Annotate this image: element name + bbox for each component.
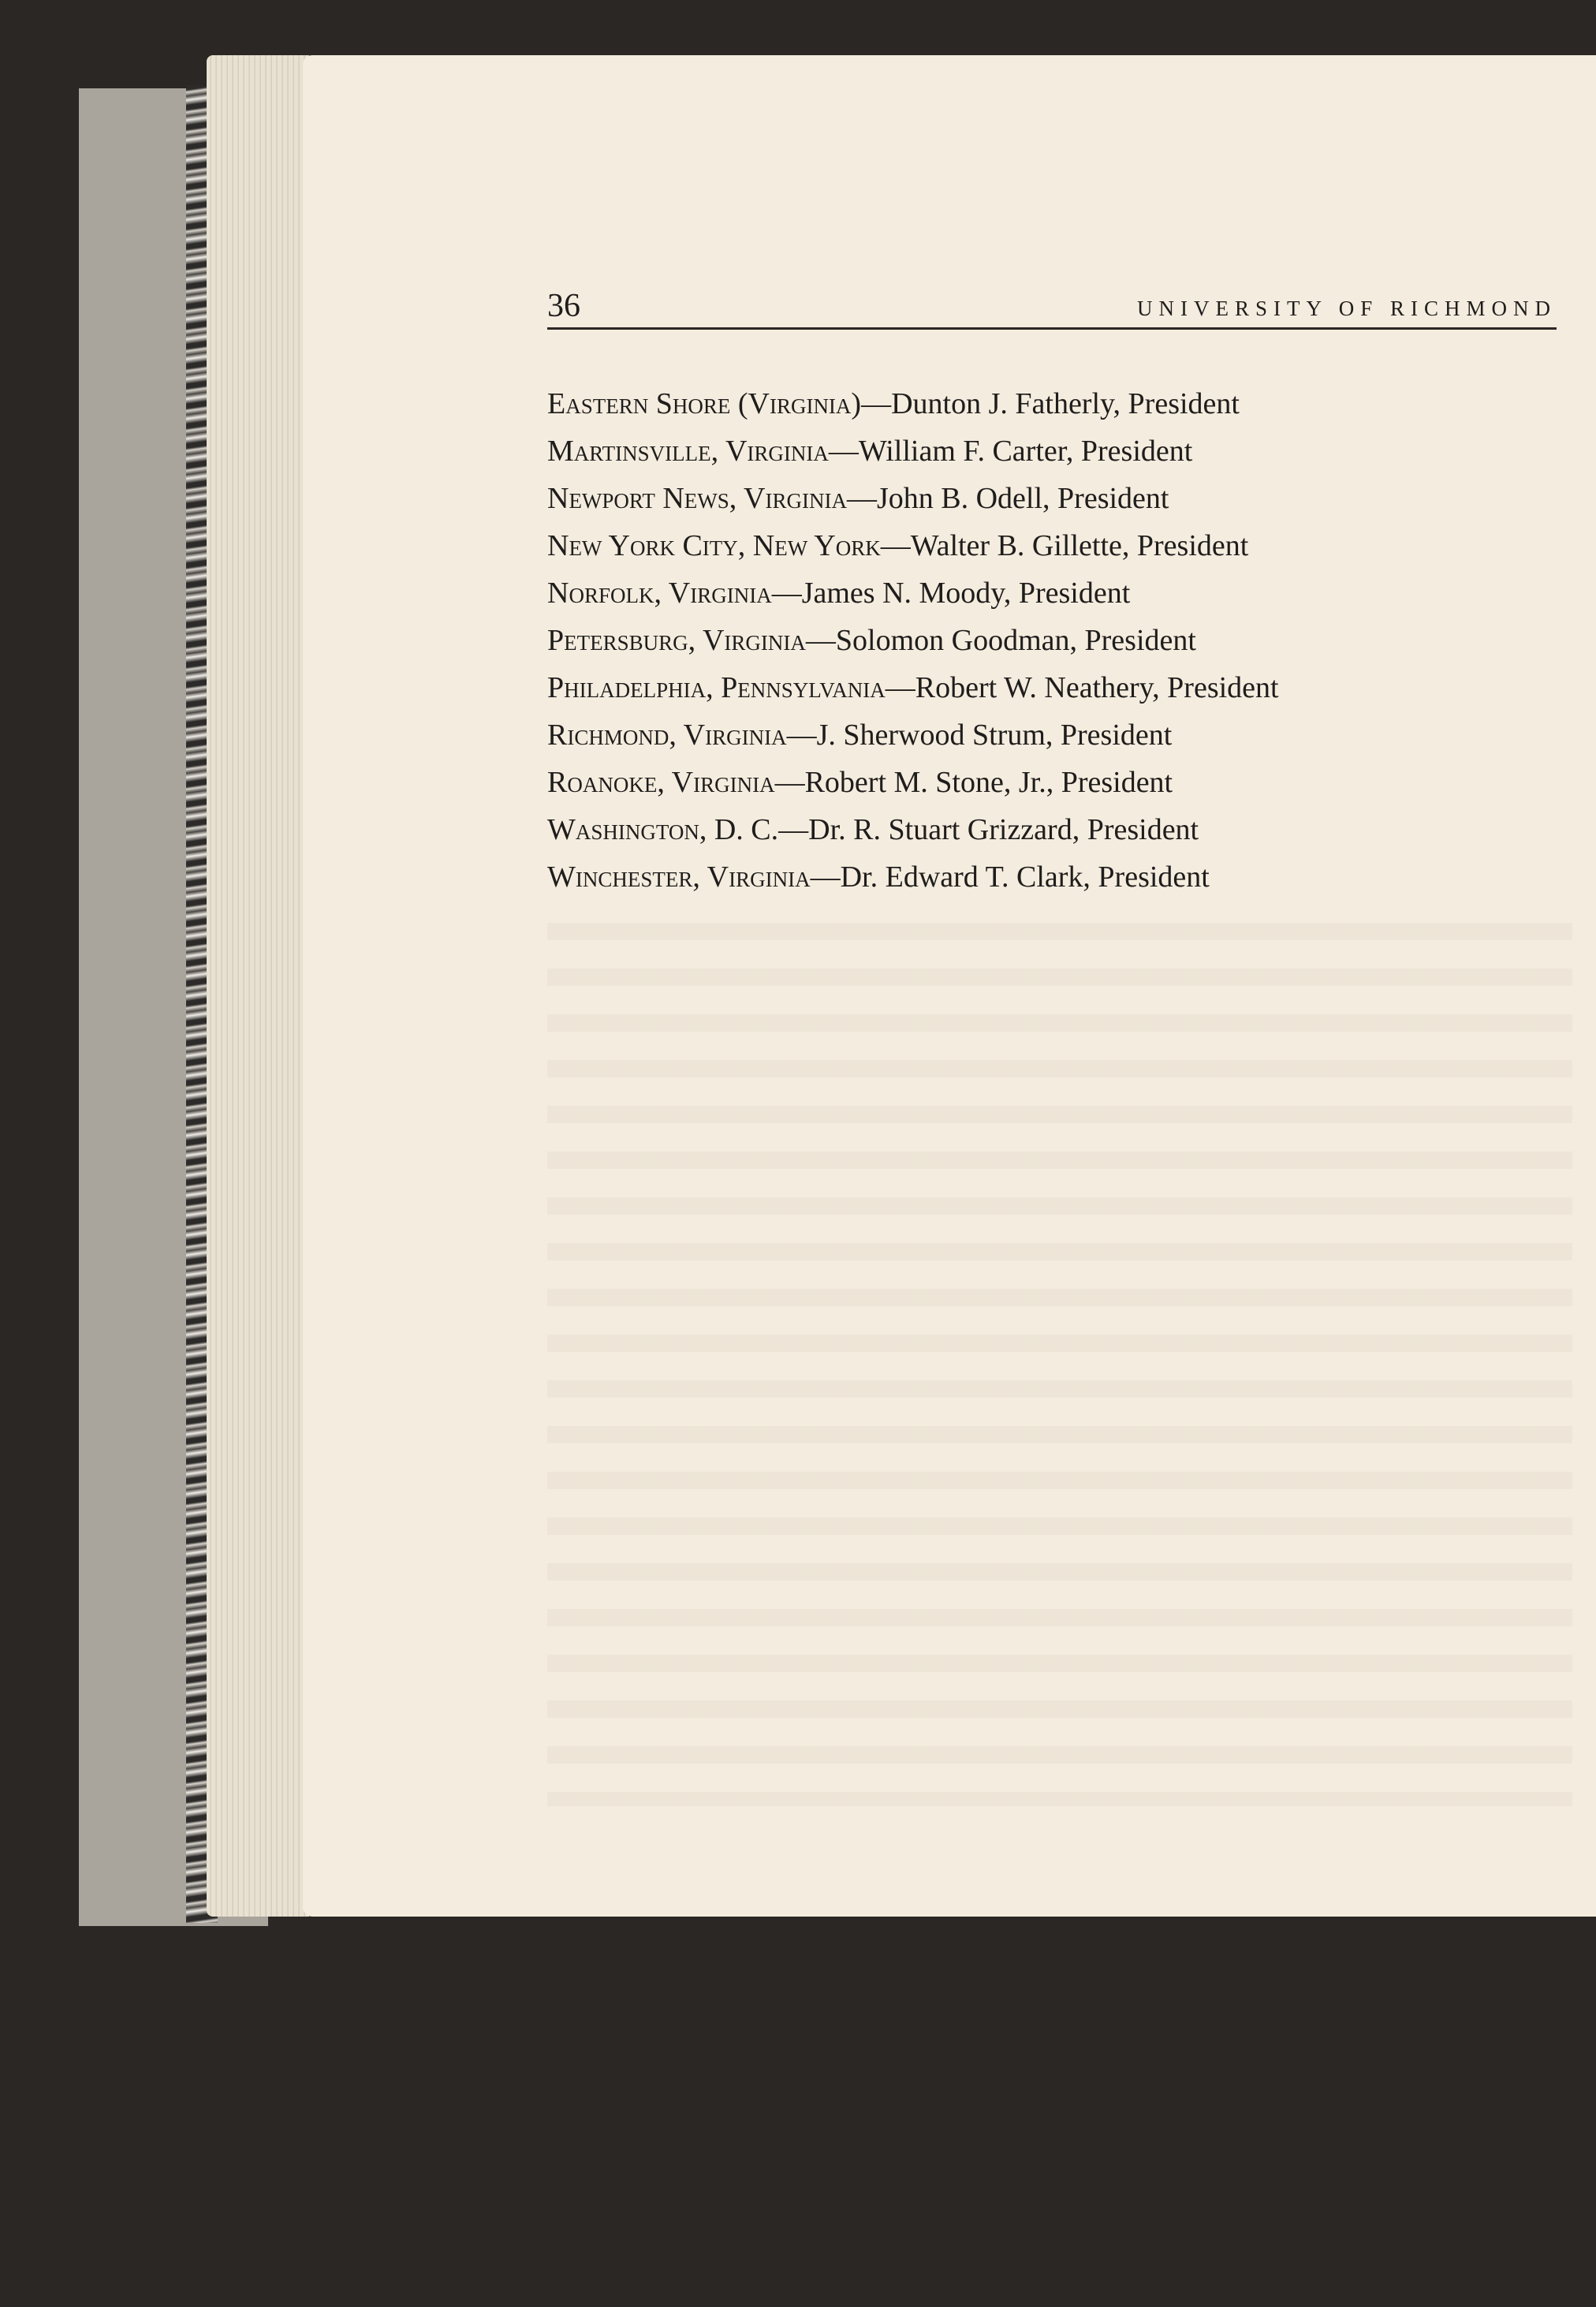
chapter-location: Newport News, Virginia: [547, 482, 847, 515]
page-header: [547, 280, 1557, 330]
list-item: [547, 569, 1572, 617]
chapter-president: —J. Sherwood Strum, President: [786, 719, 1173, 752]
list-item: [547, 711, 1572, 759]
list-item: [547, 617, 1572, 664]
show-through-text: [547, 923, 1572, 1806]
chapter-president: —Walter B. Gillette, President: [880, 529, 1249, 562]
chapter-president: —Robert W. Neathery, President: [885, 671, 1279, 704]
chapter-president: —Solomon Goodman, President: [805, 624, 1196, 657]
chapter-president: —James N. Moody, President: [771, 577, 1131, 610]
chapter-president: —William F. Carter, President: [828, 435, 1193, 468]
chapter-location: Philadelphia, Pennsylvania: [547, 671, 886, 704]
chapter-location: Roanoke, Virginia: [547, 766, 775, 799]
list-item: [547, 475, 1572, 522]
chapter-location: Eastern Shore (Virginia): [547, 387, 862, 420]
chapter-location: Winchester, Virginia: [547, 860, 811, 894]
list-item: [547, 806, 1572, 853]
chapter-president: —Robert M. Stone, Jr., President: [774, 766, 1173, 799]
list-item: [547, 522, 1572, 569]
list-item: [547, 380, 1572, 427]
list-item: [547, 853, 1572, 901]
running-title: UNIVERSITY OF RICHMOND: [1136, 297, 1557, 320]
chapter-location: Martinsville, Virginia: [547, 435, 829, 468]
chapter-president: —Dr. R. Stuart Grizzard, President: [778, 813, 1199, 846]
alumni-chapter-list: [547, 380, 1572, 901]
list-item: [547, 664, 1572, 711]
chapter-location: Norfolk, Virginia: [547, 577, 772, 610]
chapter-location: New York City, New York: [547, 529, 881, 562]
list-item: [547, 759, 1572, 806]
chapter-president: —Dr. Edward T. Clark, President: [810, 860, 1210, 894]
list-item: [547, 427, 1572, 475]
chapter-president: —Dunton J. Fatherly, President: [861, 387, 1240, 420]
page-edges: [207, 55, 309, 1917]
chapter-location: Washington, D. C.: [547, 813, 779, 846]
chapter-location: Petersburg, Virginia: [547, 624, 806, 657]
chapter-president: —John B. Odell, President: [846, 482, 1169, 515]
page-number: 36: [547, 288, 580, 324]
chapter-location: Richmond, Virginia: [547, 719, 787, 752]
